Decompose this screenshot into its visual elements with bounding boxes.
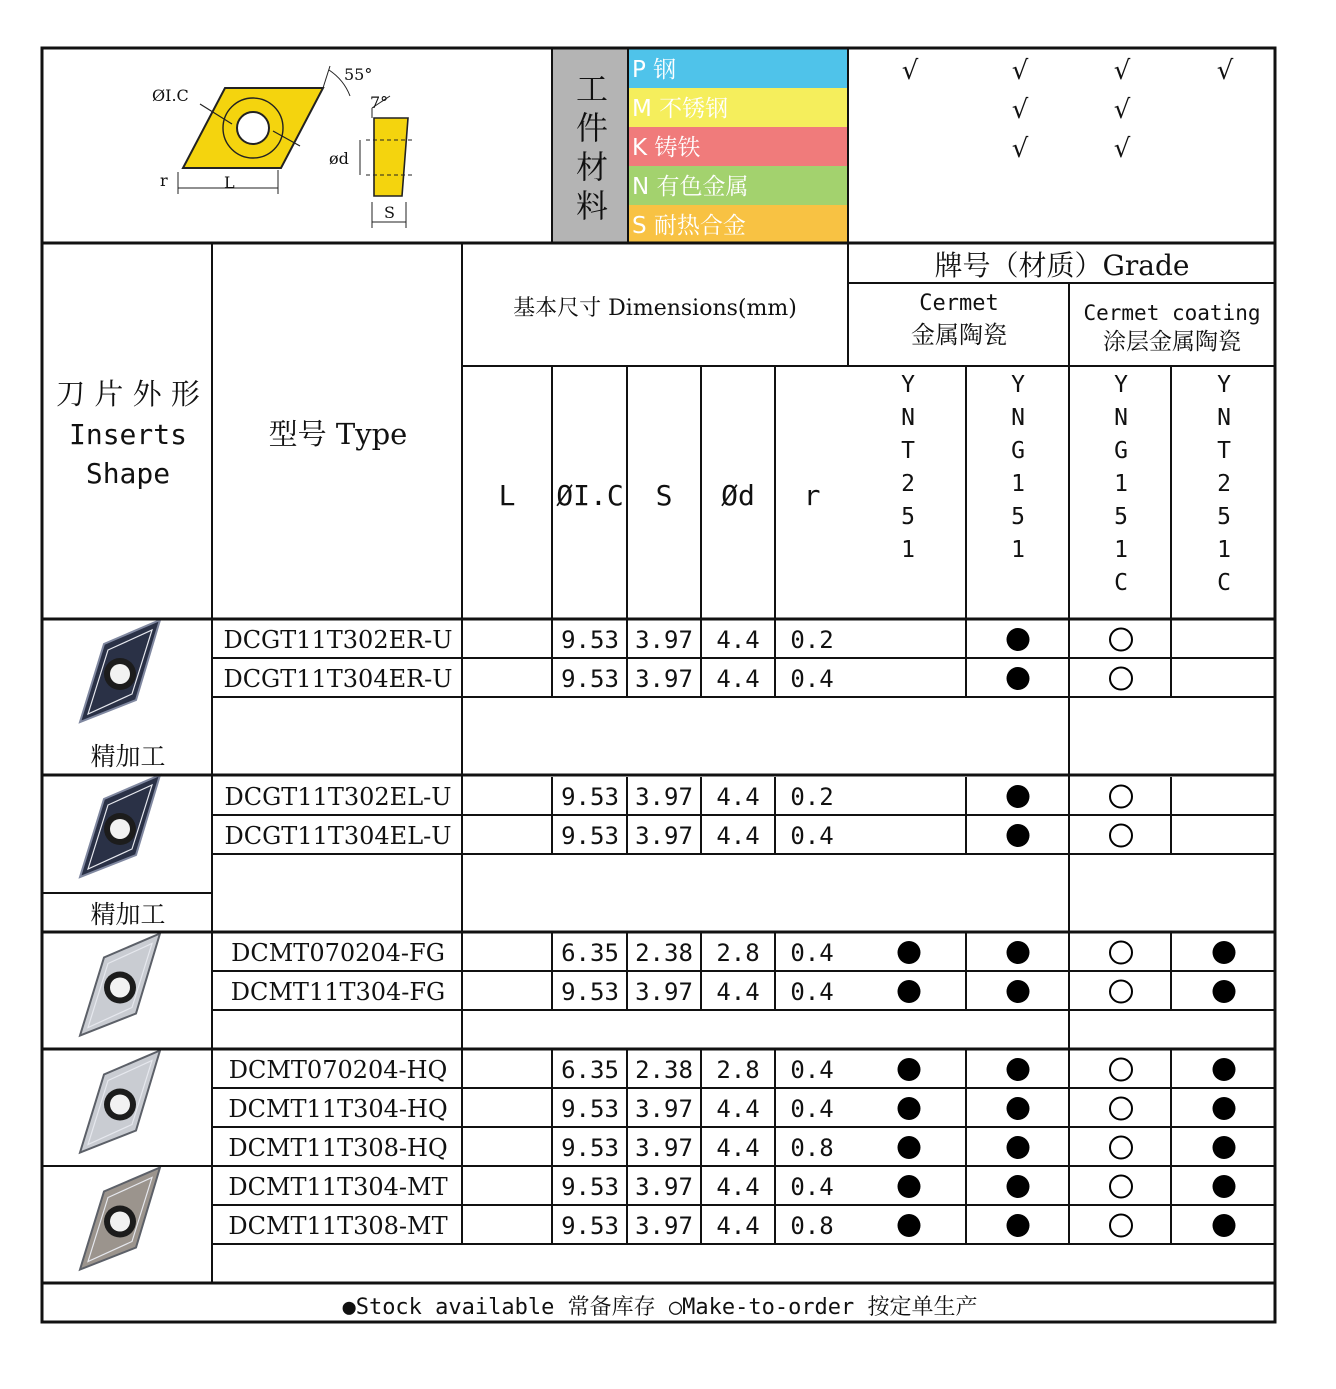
cermet-coating-cn: 涂层金属陶瓷 [1103,329,1241,355]
material-label-p: P 钢 [632,57,677,83]
dim-cell: 3.97 [635,626,693,654]
grade-header-char: C [1217,570,1231,596]
material-list [628,49,1234,244]
grade-header-char: C [1114,570,1128,596]
table-row [228,1095,1235,1123]
stock-available-mark [1007,1214,1030,1237]
grade-header-char: Y [1114,372,1128,398]
type-cell: DCMT11T308-HQ [228,1134,448,1162]
type-cell: DCMT070204-HQ [228,1056,448,1084]
insert-groups [80,620,166,1270]
inserts-shape-en-2: Shape [85,457,171,490]
material-check-mark: √ [1216,56,1234,86]
grade-header-char: N [901,405,915,431]
dim-cell: 0.4 [790,822,834,850]
stock-available-mark [1007,941,1030,964]
dim-cell: 4.4 [716,626,760,654]
stock-available-mark [898,1214,921,1237]
dim-col-header: r [803,479,821,512]
grade-header-char: 5 [1114,504,1128,530]
make-to-order-mark [1110,1176,1132,1198]
dimension-column-headers [499,479,821,512]
make-to-order-mark [1110,981,1132,1003]
r-label: r [160,171,168,190]
make-to-order-mark [1110,1059,1132,1081]
stock-available-mark [1007,824,1030,847]
make-to-order-mark [1110,1137,1132,1159]
stock-available-mark [1213,1214,1236,1237]
dim-col-header: Ød [721,479,755,512]
grade-header-char: N [1011,405,1025,431]
table-row [228,1212,1235,1240]
insert-silver-icon [80,1051,160,1153]
dim-cell: 9.53 [561,626,619,654]
stock-available-mark [1213,1058,1236,1081]
grade-header-char: N [1217,405,1231,431]
dim-cell: 3.97 [635,783,693,811]
dim-cell: 9.53 [561,1134,619,1162]
dim-cell: 3.97 [635,1134,693,1162]
make-to-order-mark [1110,1098,1132,1120]
type-cell: DCMT11T304-HQ [228,1095,448,1123]
stock-available-mark [898,1058,921,1081]
dim-cell: 0.8 [790,1134,834,1162]
dim-cell: 2.8 [716,1056,760,1084]
stock-available-mark [1007,1058,1030,1081]
dim-col-header: ØI.C [556,479,624,512]
insert-hole [237,112,269,144]
grade-header-char: Y [901,372,915,398]
cermet-cn: 金属陶瓷 [911,321,1007,349]
cermet-coating-en: Cermet coating [1083,301,1261,325]
dim-col-header: S [655,479,673,512]
dim-cell: 9.53 [561,1173,619,1201]
stock-available-mark [1007,1097,1030,1120]
insert-ceramic-icon [80,1168,160,1270]
S-label: S [384,203,395,222]
stock-available-mark [1213,1175,1236,1198]
dim-cell: 9.53 [561,783,619,811]
group-finishing-label: 精加工 [90,742,166,771]
dim-cell: 4.4 [716,665,760,693]
stock-available-mark [1007,1136,1030,1159]
type-cell: DCGT11T302ER-U [223,626,453,654]
material-check-mark: √ [1113,134,1131,164]
grade-header-char: 1 [1011,471,1025,497]
stock-available-mark [1007,785,1030,808]
table-row [225,783,1132,811]
table-row [228,1134,1235,1162]
dim-cell: 0.4 [790,1173,834,1201]
type-header: 型号 Type [268,417,408,451]
material-header-char: 材 [575,148,609,186]
dim-cell: 2.38 [635,939,693,967]
dim-cell: 9.53 [561,978,619,1006]
dim-cell: 0.4 [790,939,834,967]
dim-cell: 2.8 [716,939,760,967]
material-check-mark: √ [1011,56,1029,86]
grade-header-char: T [901,438,915,464]
table-row [231,939,1235,967]
make-to-order-mark [1110,668,1132,690]
stock-available-mark [1007,667,1030,690]
grade-header-char: G [1011,438,1025,464]
grade-header-char: 1 [1011,537,1025,563]
dim-cell: 6.35 [561,939,619,967]
grade-header-char: 5 [1011,504,1025,530]
type-cell: DCGT11T304ER-U [223,665,453,693]
group-finishing-label: 精加工 [90,900,166,929]
material-header-char: 件 [575,109,609,147]
insert-silver-icon [80,934,160,1036]
make-to-order-mark [1110,825,1132,847]
grade-header-char: 2 [1217,471,1231,497]
dim-cell: 9.53 [561,1212,619,1240]
grade-header-char: 5 [901,504,915,530]
dim-cell: 0.4 [790,665,834,693]
table-row [223,626,1132,654]
dim-cell: 9.53 [561,665,619,693]
cermet-en: Cermet [919,291,999,316]
dim-cell: 4.4 [716,1173,760,1201]
table-row [225,822,1132,850]
dim-cell: 3.97 [635,978,693,1006]
table-row [228,1173,1235,1201]
material-label-m: M 不锈钢 [632,96,729,122]
table-row [231,978,1236,1006]
grade-header-char: 5 [1217,504,1231,530]
make-to-order-mark [1110,1215,1132,1237]
grade-header-char: 1 [1114,537,1128,563]
table-row [229,1056,1236,1084]
inserts-shape-en-1: Inserts [68,418,188,451]
dim-cell: 0.8 [790,1212,834,1240]
material-check-mark: √ [1011,134,1029,164]
dim-cell: 3.97 [635,822,693,850]
grade-header-char: 1 [1114,471,1128,497]
type-cell: DCMT11T304-FG [230,978,446,1006]
insert-geometry-diagram [152,65,414,228]
ic-label: ØI.C [152,86,189,105]
make-to-order-mark [1110,629,1132,651]
material-header-char: 料 [575,187,609,225]
dim-cell: 4.4 [716,783,760,811]
material-header-char: 工 [575,70,609,108]
dim-cell: 4.4 [716,822,760,850]
grade-header-char: T [1217,438,1231,464]
grade-header-char: 1 [1217,537,1231,563]
dim-cell: 4.4 [716,1095,760,1123]
make-to-order-mark [1110,942,1132,964]
material-check-mark: √ [901,56,919,86]
material-check-mark: √ [1113,56,1131,86]
dim-col-header: L [498,479,516,512]
grade-header-char: Y [1217,372,1231,398]
stock-available-mark [898,941,921,964]
type-cell: DCGT11T302EL-U [224,783,452,811]
stock-available-mark [898,1136,921,1159]
angle-55-label: 55° [344,65,373,84]
grade-header-char: N [1114,405,1128,431]
type-cell: DCMT070204-FG [231,939,445,967]
dim-cell: 2.38 [635,1056,693,1084]
insert-side-view [374,118,408,196]
availability-legend: ●Stock available 常备库存 ○Make-to-order 按定单生产 [342,1295,978,1320]
stock-available-mark [1007,1175,1030,1198]
grade-header-char: G [1114,438,1128,464]
dim-cell: 3.97 [635,665,693,693]
stock-available-mark [1007,980,1030,1003]
dim-cell: 6.35 [561,1056,619,1084]
type-cell: DCMT11T304-MT [228,1173,448,1201]
type-cell: DCGT11T304EL-U [224,822,452,850]
grade-header-char: Y [1011,372,1025,398]
L-label: L [224,173,235,192]
dim-cell: 3.97 [635,1095,693,1123]
insert-dark-icon [80,620,160,722]
table-row [223,665,1132,693]
inserts-shape-cn: 刀 片 外 形 [56,377,200,411]
dim-cell: 3.97 [635,1212,693,1240]
grade-header-char: 1 [901,537,915,563]
dim-cell: 0.2 [790,783,834,811]
grade-header-char: 2 [901,471,915,497]
dim-cell: 9.53 [561,1095,619,1123]
make-to-order-mark [1110,786,1132,808]
material-label-s: S 耐热合金 [632,213,746,239]
dim-cell: 0.4 [790,1056,834,1084]
stock-available-mark [1007,628,1030,651]
angle-7-label: 7° [370,93,389,112]
dim-cell: 4.4 [716,1212,760,1240]
stock-available-mark [1213,1097,1236,1120]
d-label: ød [329,149,349,168]
stock-available-mark [898,980,921,1003]
dim-cell: 4.4 [716,1134,760,1162]
grade-header: 牌号（材质）Grade [934,249,1190,282]
workpiece-material-header [576,70,608,225]
stock-available-mark [1213,1136,1236,1159]
stock-available-mark [1213,980,1236,1003]
dim-cell: 4.4 [716,978,760,1006]
material-label-k: K 铸铁 [632,135,701,161]
stock-available-mark [1213,941,1236,964]
material-check-mark: √ [1113,95,1131,125]
type-cell: DCMT11T308-MT [228,1212,448,1240]
dim-cell: 9.53 [561,822,619,850]
dim-cell: 0.2 [790,626,834,654]
dim-cell: 0.4 [790,978,834,1006]
stock-available-mark [898,1175,921,1198]
material-check-mark: √ [1011,95,1029,125]
insert-dark-icon [80,775,160,877]
dim-cell: 3.97 [635,1173,693,1201]
dimensions-header: 基本尺寸 Dimensions(mm) [513,296,797,321]
stock-available-mark [898,1097,921,1120]
grade-column-headers [901,372,1231,596]
material-label-n: N 有色金属 [632,174,749,200]
dim-cell: 0.4 [790,1095,834,1123]
